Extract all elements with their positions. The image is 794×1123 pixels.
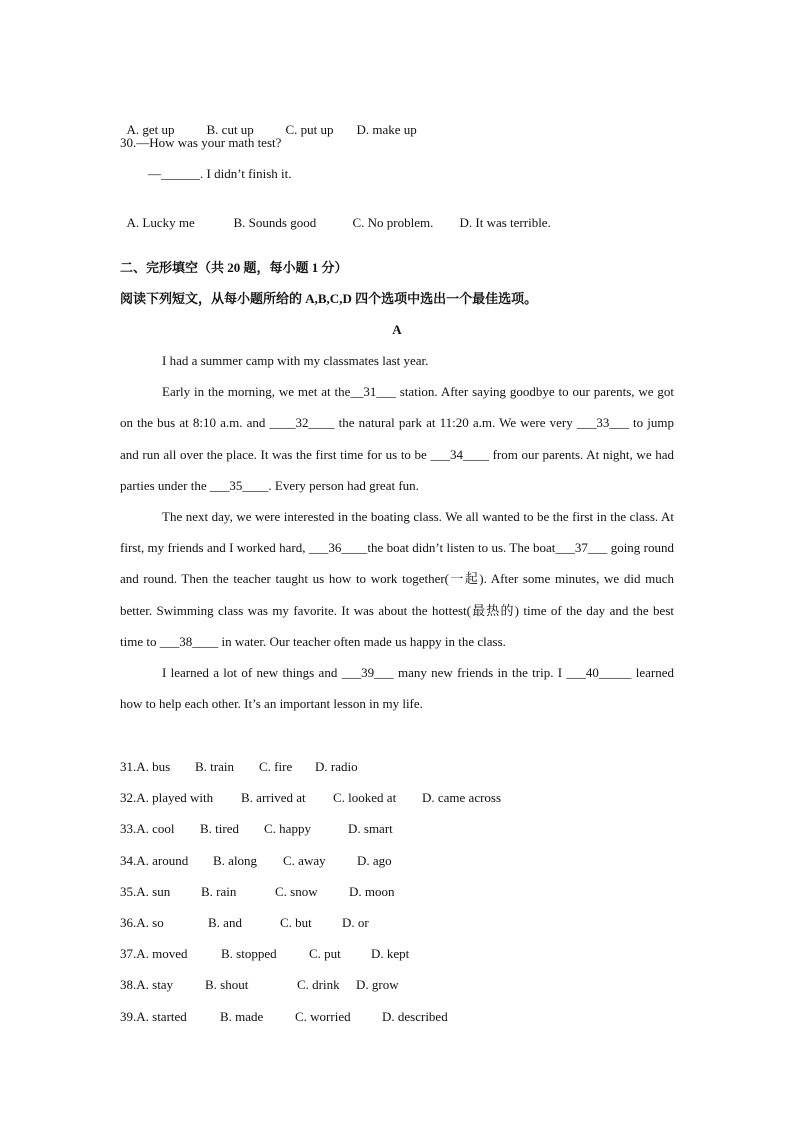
passage-paragraph: The next day, we were interested in the boating class. We all wanted to be the first in the class. At first, my friends and I worked hard, ___36____the boat didn’t listen to us. The boat___37___ going round and round. Then the teacher taught us how to work together(一起). After some minutes, we did much better. Swimming class was my favorite. It was about the hottest(最热的) time of the day and the best time to ___38____ in water. Our teacher often made us happy in the class. [120, 509, 674, 649]
option: C. away [283, 852, 326, 868]
option: C. but [280, 915, 312, 930]
option: C. looked at [333, 790, 397, 806]
question-row [120, 883, 395, 901]
option: C. fire [259, 759, 293, 774]
passage-label: A [392, 322, 402, 337]
option: 38.A. stay [120, 977, 174, 993]
section-heading: 二、完形填空（共 20 题，每小题 1 分） [120, 260, 348, 275]
option: B. shout [205, 977, 249, 993]
option: D. radio [315, 759, 358, 774]
option: 34.A. around [120, 852, 189, 868]
option: C. put up [285, 122, 334, 137]
option: D. described [382, 1008, 448, 1024]
passage-paragraph: Early in the morning, we met at the__31___ station. After saying goodbye to our parents, we got on the bus at 8:10 a.m. and ____32____ the natural park at 11:20 a.m. We were very ___33___ to jump and run all over the place. It was the first time for us to be ___34____ from our parents. At night, we had parties under the ___35____. Every person had great fun. [120, 384, 674, 493]
option: B. along [213, 852, 258, 868]
option: D. It was terrible. [459, 215, 551, 230]
option: 39.A. started [120, 1008, 187, 1024]
option: B. rain [201, 883, 237, 899]
section-instruction: 阅读下列短文，从每小题所给的 A,B,C,D 四个选项中选出一个最佳选项。 [120, 291, 538, 306]
option: B. and [208, 915, 242, 930]
option: 33.A. cool [120, 821, 175, 837]
option: 37.A. moved [120, 946, 188, 962]
question-row [120, 758, 358, 776]
option: D. grow [356, 977, 399, 993]
option: 32.A. played with [120, 790, 214, 806]
question-row [120, 914, 369, 932]
question-row [120, 852, 392, 870]
passage [120, 345, 674, 719]
question-row [120, 945, 409, 963]
option: D. ago [357, 852, 392, 868]
option: D. or [342, 915, 369, 930]
option: B. tired [200, 821, 239, 837]
option: 36.A. so [120, 915, 164, 930]
option: 35.A. sun [120, 883, 171, 899]
option: D. moon [349, 883, 395, 899]
question-row [120, 1008, 448, 1026]
option: 31.A. bus [120, 759, 171, 774]
option: B. made [220, 1008, 264, 1024]
option: C. happy [264, 821, 311, 837]
option: B. cut up [206, 122, 254, 137]
option: B. stopped [221, 946, 277, 962]
option: D. kept [371, 946, 410, 962]
option: C. No problem. [352, 215, 434, 230]
question-row [120, 976, 399, 994]
option: A. get up [126, 122, 175, 137]
option: C. drink [297, 977, 340, 993]
question-row [120, 789, 501, 807]
option: A. Lucky me [126, 215, 195, 230]
question-row [120, 820, 393, 838]
option: B. Sounds good [233, 215, 317, 230]
option: D. smart [348, 821, 393, 837]
passage-paragraph: I learned a lot of new things and ___39___ many new friends in the trip. I ___40_____ learned how to help each other. It’s an important lesson in my life. [120, 665, 674, 712]
q30-answer: —______. I didn’t finish it. [148, 166, 292, 181]
option: C. put [309, 946, 341, 962]
option: C. snow [275, 883, 318, 899]
q30-options [120, 196, 551, 232]
q30-question: 30.—How was your math test? [120, 135, 282, 150]
option: D. make up [356, 122, 417, 137]
option: B. arrived at [241, 790, 306, 806]
passage-paragraph: I had a summer camp with my classmates last year. [162, 353, 429, 368]
option: B. train [195, 759, 234, 774]
option: C. worried [295, 1008, 351, 1024]
option: D. came across [422, 790, 502, 806]
